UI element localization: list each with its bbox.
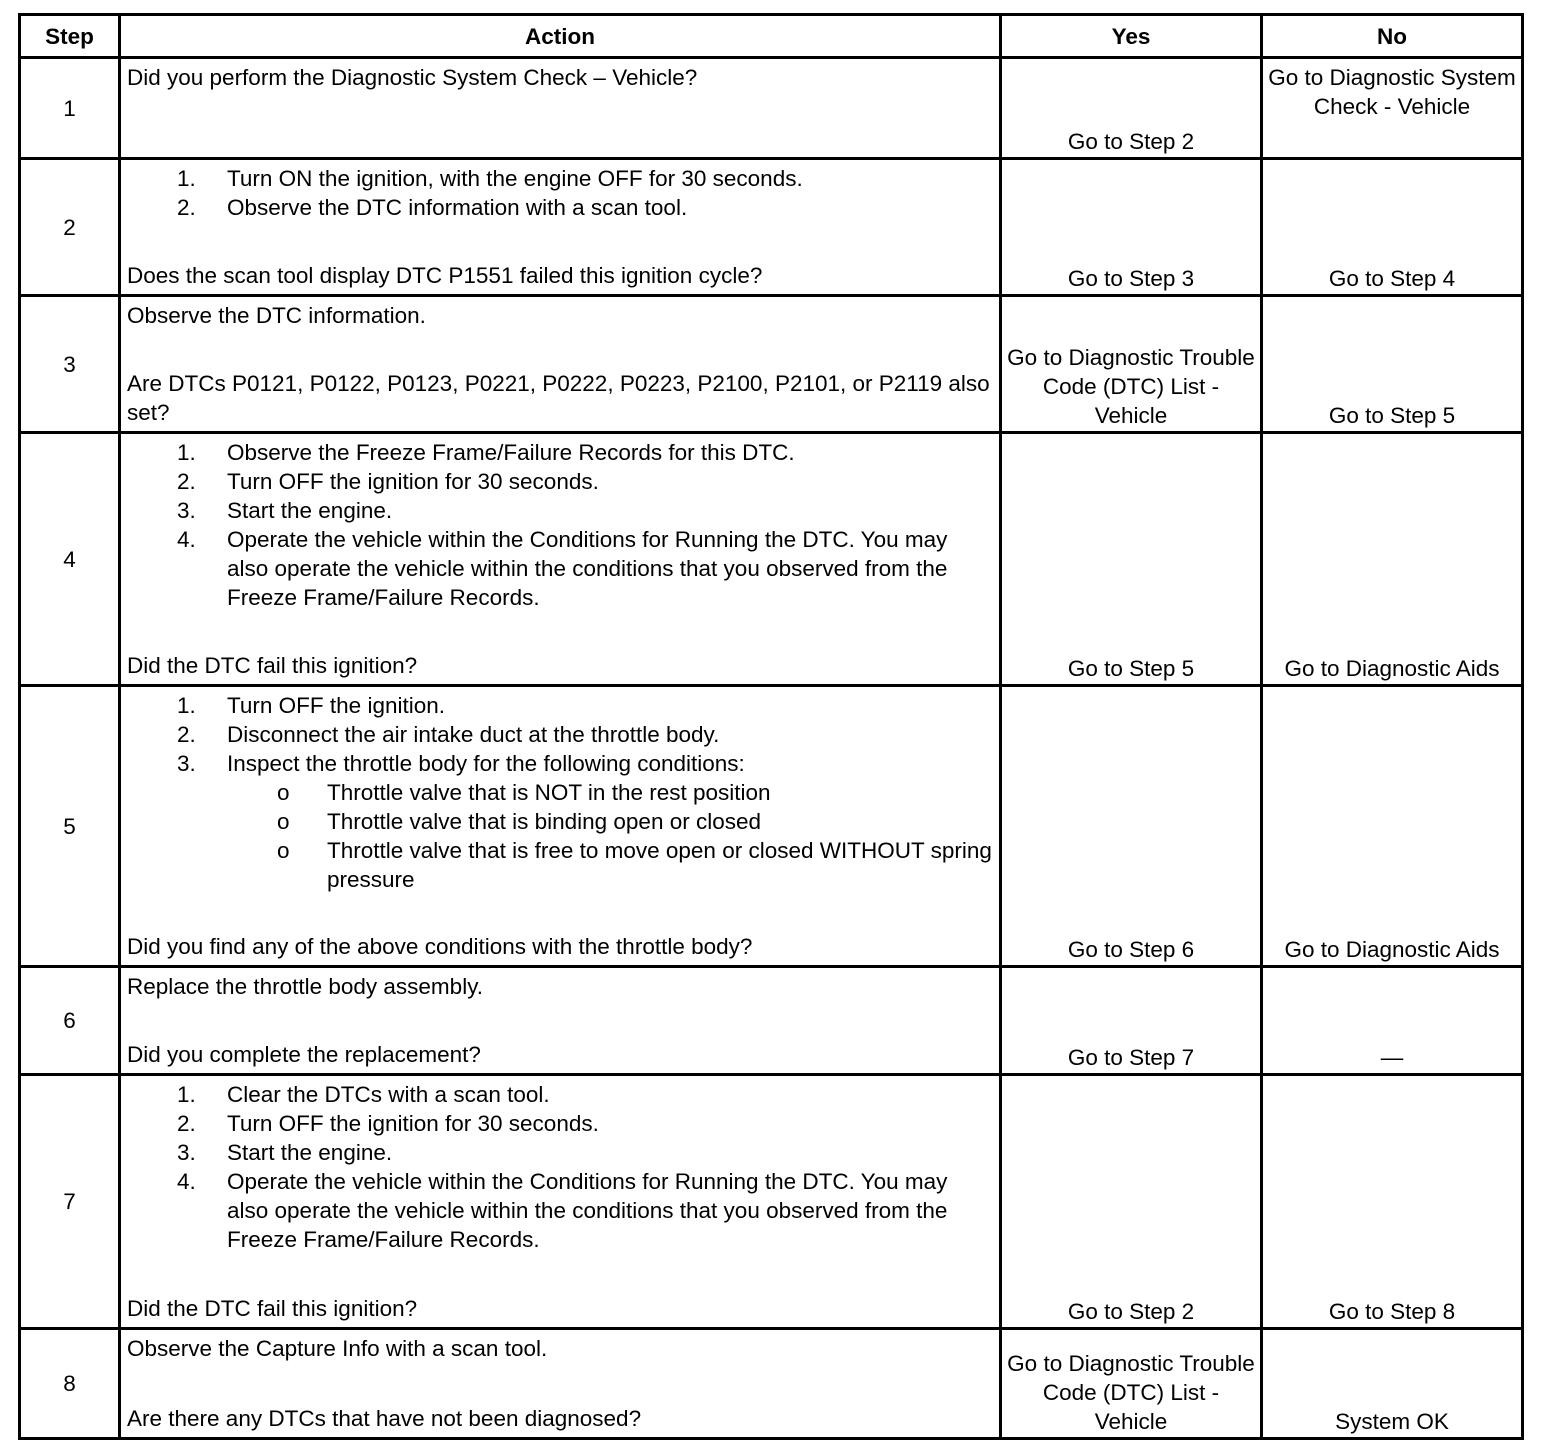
diagnostic-table <box>18 13 1524 1440</box>
list-item: o Throttle valve that is free to move open or closed WITHOUT spring pressure <box>277 838 992 892</box>
yes-result: Go to Diagnostic Trouble Code (DTC) List - Vehicle <box>1001 1329 1262 1439</box>
list-item: 3. Start the engine. <box>177 1140 393 1165</box>
step-number: 2 <box>20 159 120 296</box>
list-item: 3. Inspect the throttle body for the following conditions: o Throttle valve that is NOT in the rest position o Throttle valve that is binding open or closed o Throttle valve that is free to move open or closed WITHOUT spring pressure <box>127 749 993 894</box>
action-text: Observe the Capture Info with a scan tool. <box>127 1336 548 1361</box>
table-row-step-7 <box>20 1075 1523 1329</box>
action-question: Did the DTC fail this ignition? <box>127 1296 418 1321</box>
list-item: 2. Disconnect the air intake duct at the throttle body. <box>177 722 720 747</box>
yes-result: Go to Step 2 <box>1001 1075 1262 1329</box>
action-cell <box>120 159 1001 296</box>
action-cell <box>120 1075 1001 1329</box>
yes-result: Go to Step 3 <box>1001 159 1262 296</box>
table-row-step-4 <box>20 433 1523 686</box>
action-question: Did you complete the replacement? <box>127 1042 481 1067</box>
no-result: Go to Diagnostic System Check - Vehicle <box>1262 58 1523 159</box>
action-question: Does the scan tool display DTC P1551 failed this ignition cycle? <box>127 263 763 288</box>
action-cell <box>120 686 1001 967</box>
no-result: Go to Step 5 <box>1262 296 1523 433</box>
condition-list <box>127 778 993 894</box>
no-result: — <box>1262 967 1523 1075</box>
list-item: 2. Turn OFF the ignition for 30 seconds. <box>177 469 599 494</box>
step-number: 6 <box>20 967 120 1075</box>
header-action: Action <box>120 15 1001 58</box>
no-result: System OK <box>1262 1329 1523 1439</box>
action-cell <box>120 967 1001 1075</box>
list-item: o Throttle valve that is binding open or closed <box>277 809 762 834</box>
no-result: Go to Step 8 <box>1262 1075 1523 1329</box>
list-item: 4. Operate the vehicle within the Conditions for Running the DTC. You may also operate the vehicle within the conditions that you observed from the Freeze Frame/Failure Records. <box>177 1169 948 1252</box>
action-question: Did you find any of the above conditions with the throttle body? <box>127 934 753 959</box>
action-steps <box>127 164 993 222</box>
table-row-step-3 <box>20 296 1523 433</box>
no-result: Go to Diagnostic Aids <box>1262 686 1523 967</box>
list-item: 1. Clear the DTCs with a scan tool. <box>177 1082 550 1107</box>
yes-result: Go to Step 6 <box>1001 686 1262 967</box>
circle-bullet-icon: o <box>277 780 290 805</box>
step-number: 7 <box>20 1075 120 1329</box>
action-cell <box>120 1329 1001 1439</box>
header-row <box>20 15 1523 58</box>
table-row-step-6 <box>20 967 1523 1075</box>
header-step: Step <box>20 15 120 58</box>
list-item: 1. Observe the Freeze Frame/Failure Records for this DTC. <box>177 440 795 465</box>
circle-bullet-icon: o <box>277 838 290 863</box>
action-question: Are DTCs P0121, P0122, P0123, P0221, P0222, P0223, P2100, P2101, or P2119 also set? <box>127 371 990 425</box>
step-number: 8 <box>20 1329 120 1439</box>
list-item: 1. Turn ON the ignition, with the engine OFF for 30 seconds. <box>177 166 803 191</box>
action-cell <box>120 296 1001 433</box>
yes-result: Go to Step 2 <box>1001 58 1262 159</box>
action-text: Did you perform the Diagnostic System Check – Vehicle? <box>127 65 698 90</box>
action-steps <box>127 438 993 612</box>
action-cell <box>120 58 1001 159</box>
yes-result: Go to Diagnostic Trouble Code (DTC) List - Vehicle <box>1001 296 1262 433</box>
action-question: Did the DTC fail this ignition? <box>127 653 418 678</box>
list-item: 2. Turn OFF the ignition for 30 seconds. <box>177 1111 599 1136</box>
step-number: 5 <box>20 686 120 967</box>
step-number: 4 <box>20 433 120 686</box>
yes-result: Go to Step 5 <box>1001 433 1262 686</box>
table-row-step-2 <box>20 159 1523 296</box>
list-item: 2. Observe the DTC information with a scan tool. <box>177 195 688 220</box>
yes-result: Go to Step 7 <box>1001 967 1262 1075</box>
action-question: Are there any DTCs that have not been diagnosed? <box>127 1406 642 1431</box>
table-row-step-5 <box>20 686 1523 967</box>
circle-bullet-icon: o <box>277 809 290 834</box>
header-yes: Yes <box>1001 15 1262 58</box>
list-item: 4. Operate the vehicle within the Conditions for Running the DTC. You may also operate the vehicle within the conditions that you observed from the Freeze Frame/Failure Records. <box>177 527 948 610</box>
step-number: 1 <box>20 58 120 159</box>
action-text: Replace the throttle body assembly. <box>127 974 484 999</box>
table-row-step-8 <box>20 1329 1523 1439</box>
header-no: No <box>1262 15 1523 58</box>
list-item: 1. Turn OFF the ignition. <box>177 693 446 718</box>
step-number: 3 <box>20 296 120 433</box>
action-steps <box>127 1080 993 1254</box>
table-row-step-1 <box>20 58 1523 159</box>
no-result: Go to Diagnostic Aids <box>1262 433 1523 686</box>
list-item: o Throttle valve that is NOT in the rest position <box>277 780 771 805</box>
action-steps <box>127 691 993 894</box>
action-text: Observe the DTC information. <box>127 303 426 328</box>
list-item: 3. Start the engine. <box>177 498 393 523</box>
action-cell <box>120 433 1001 686</box>
no-result: Go to Step 4 <box>1262 159 1523 296</box>
